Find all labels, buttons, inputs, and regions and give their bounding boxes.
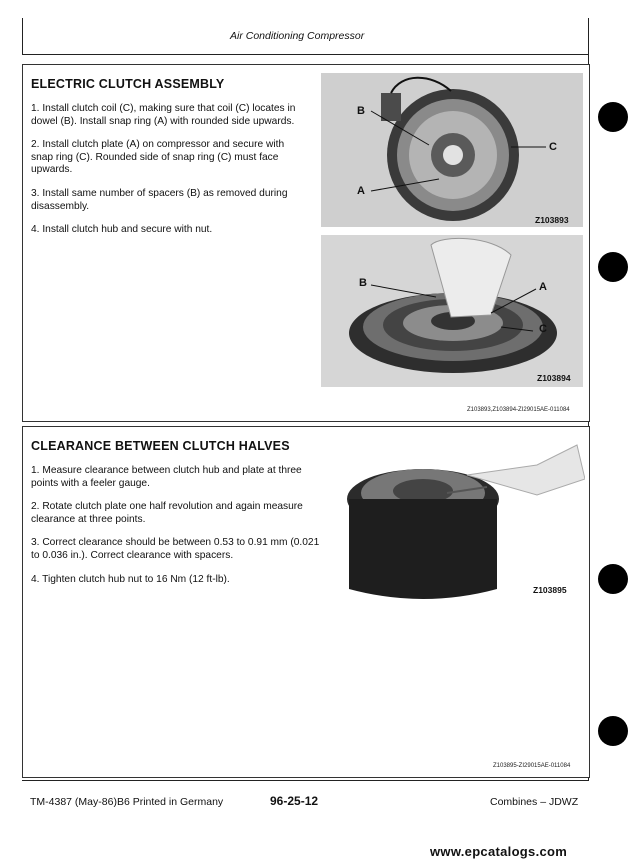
- step-item: 1. Install clutch coil (C), making sure that coil (C) locates in dowel (B). Install snap ring (A) with rounded side upwards.: [31, 103, 296, 127]
- step-item: 2. Install clutch plate (A) on compressor and secure with snap ring (C). Rounded side of snap ring (C) must face upwards.: [31, 139, 285, 176]
- callout-label: C: [539, 323, 547, 335]
- page-number: 96-25-12: [270, 794, 319, 808]
- step-item: 4. Tighten clutch hub nut to 16 Nm (12 ft-lb).: [31, 573, 230, 585]
- figure-id: Z103893: [535, 215, 569, 225]
- step-item: 3. Install same number of spacers (B) as removed during disassembly.: [31, 187, 288, 212]
- figure-id: Z103895: [533, 585, 567, 595]
- callout-label: A: [539, 281, 547, 293]
- section-clearance-between-clutch-halves: [22, 426, 590, 778]
- step-item: 2. Rotate clutch plate one half revolution and again measure clearance at three points.: [31, 501, 303, 525]
- figure-photo-feeler-gauge: [337, 439, 585, 601]
- callout-label: A: [357, 185, 365, 197]
- feeler-gauge-illustration: [337, 439, 585, 601]
- callout-label: B: [359, 277, 367, 289]
- step-item: 3. Correct clearance should be between 0.53 to 0.91 mm (0.021 to 0.036 in.). Correct clearance with spacers.: [31, 537, 320, 561]
- reference-code: Z103893,Z103894-ZI29015AE-011084: [467, 407, 570, 413]
- callout-label: C: [549, 141, 557, 153]
- watermark: www.epcatalogs.com: [430, 844, 568, 859]
- section-title: ELECTRIC CLUTCH ASSEMBLY: [31, 77, 225, 91]
- reference-code: Z103895-ZI29015AE-011084: [493, 763, 571, 769]
- binder-hole: [598, 716, 628, 746]
- step-list: [31, 103, 301, 248]
- figure-photo-clutch-coil: [321, 73, 583, 227]
- clutch-plate-illustration: [321, 235, 583, 387]
- footer-right-text: Combines – JDWZ: [490, 796, 579, 808]
- callout-label: B: [357, 105, 365, 117]
- figure-photo-clutch-plate: [321, 235, 583, 387]
- binder-hole: [598, 252, 628, 282]
- page-bottom-rule: [22, 780, 589, 781]
- binder-hole: [598, 102, 628, 132]
- footer-left-text: TM-4387 (May-86)B6 Printed in Germany: [30, 796, 224, 808]
- step-list: [31, 465, 321, 597]
- section-title: CLEARANCE BETWEEN CLUTCH HALVES: [31, 439, 290, 453]
- binder-hole: [598, 564, 628, 594]
- section-electric-clutch-assembly: [22, 64, 590, 422]
- figure-id: Z103894: [537, 373, 571, 383]
- step-item: 4. Install clutch hub and secure with nut.: [31, 224, 213, 236]
- header-title: Air Conditioning Compressor: [230, 30, 365, 42]
- header-bottom-rule: [22, 54, 588, 55]
- step-item: 1. Measure clearance between clutch hub and plate at three points with a feeler gauge.: [31, 465, 302, 489]
- compressor-coil-illustration: [321, 73, 583, 227]
- header-left-rule: [22, 18, 23, 54]
